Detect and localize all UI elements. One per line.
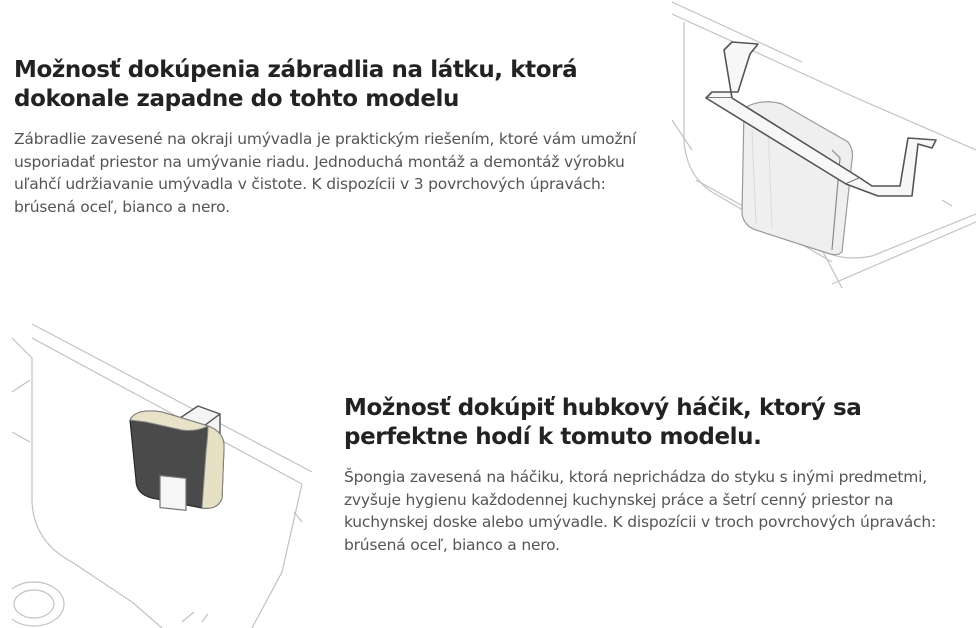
sponge-hook-illustration bbox=[12, 322, 314, 628]
sponge-hook-section bbox=[344, 394, 959, 556]
sponge-hook-heading: Možnosť dokúpiť hubkový háčik, ktorý sa perfektne hodí k tomuto modelu. bbox=[344, 395, 862, 450]
towel-rail-illustration bbox=[672, 0, 976, 288]
sponge-hook-description: Špongia zavesená na háčiku, ktorá neprichádza do styku s inými predmetmi, zvyšuje hygienu každodennej kuchynskej práce a šetrí cenný priestor na kuchynskej doske alebo umývadle. K dispozícii v troch povrchových úpravách: brúsená oceľ, bianco a nero. bbox=[344, 468, 936, 554]
towel-rail-heading: Možnosť dokúpenia zábradlia na látku, ktorá dokonale zapadne do tohto modelu bbox=[14, 57, 578, 112]
towel-rail-description: Zábradlie zavesené na okraji umývadla je praktickým riešením, ktoré vám umožní usporiadať priestor na umývanie riadu. Jednoduchá montáž a demontáž výrobku uľahčí udržiavanie umývadla v čistote. K dispozícii v 3 povrchových úpravách: brúsená oceľ, bianco a nero. bbox=[14, 130, 637, 216]
towel-rail-section bbox=[14, 56, 654, 218]
